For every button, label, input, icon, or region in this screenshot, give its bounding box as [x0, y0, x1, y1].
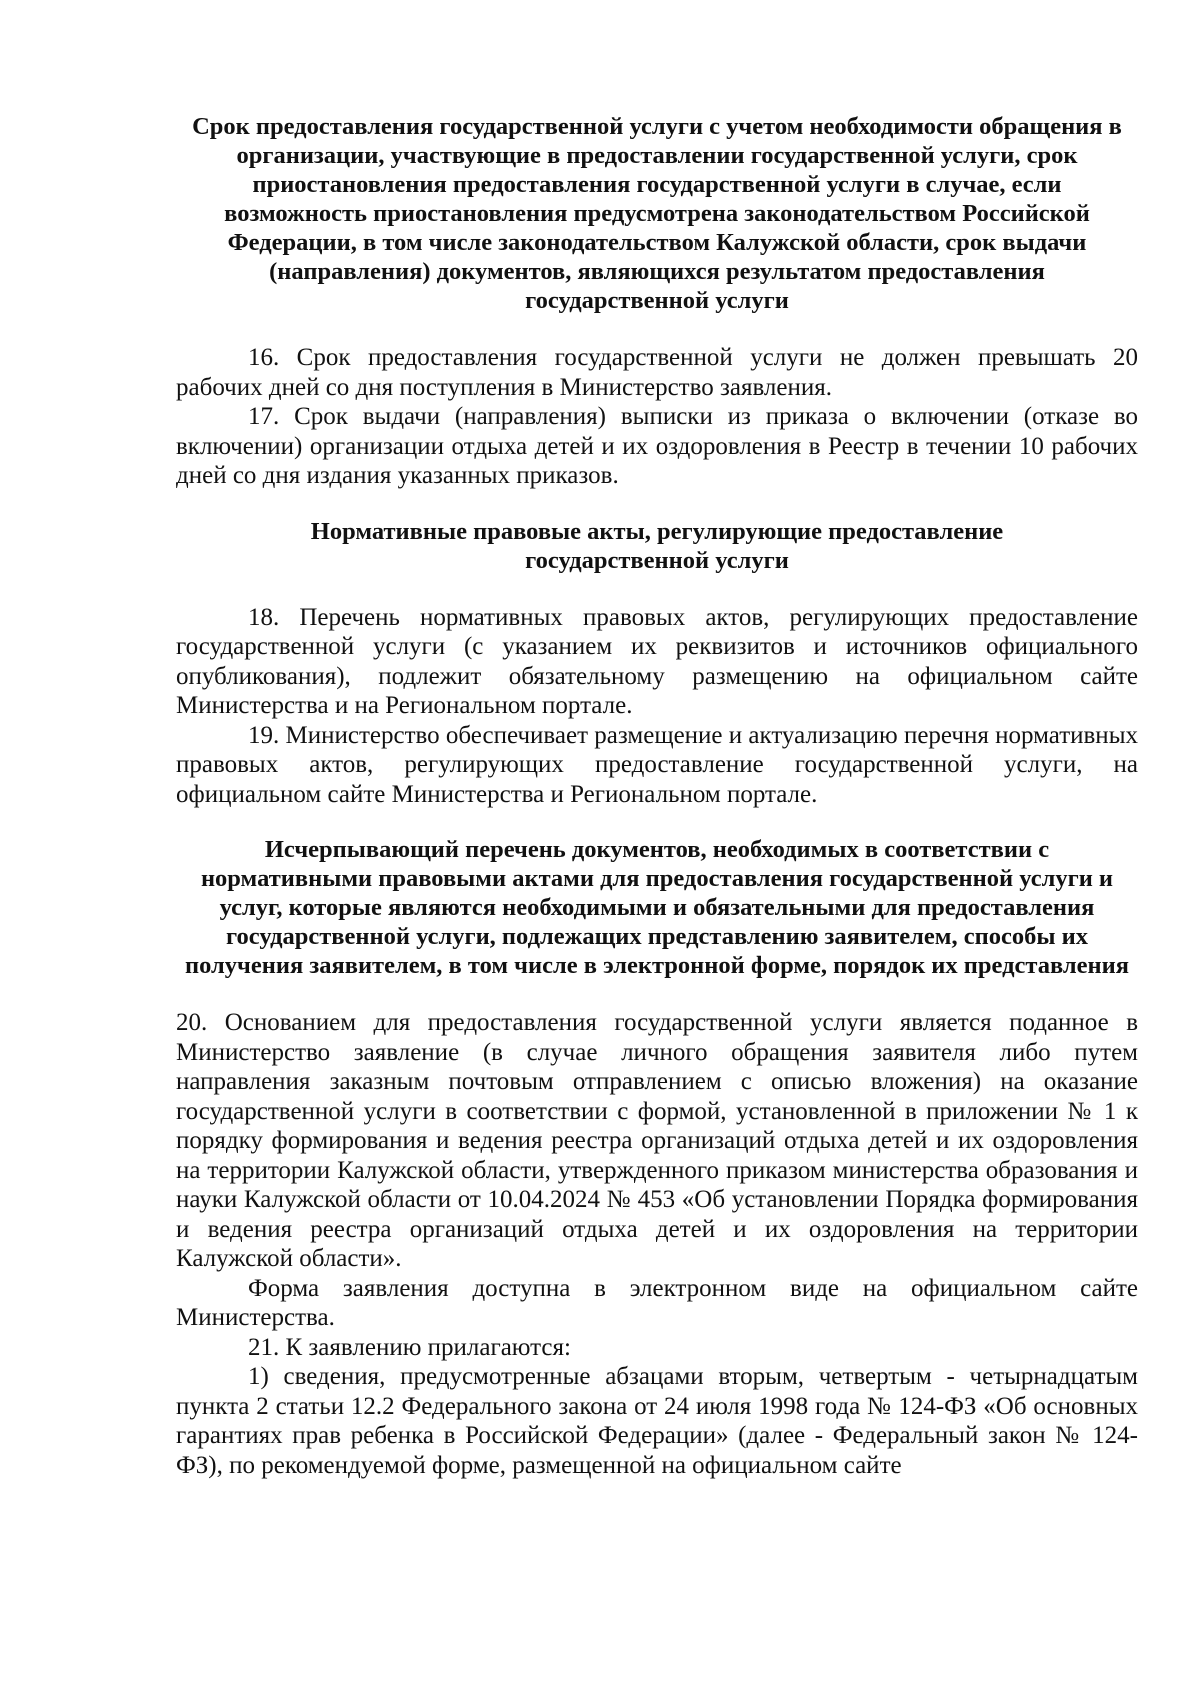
section-heading-legal-acts: Нормативные правовые акты, регулирующие предоставление государственной услуги	[310, 517, 1004, 574]
section-heading-required-documents: Исчерпывающий перечень документов, необходимых в соответствии с нормативными правовыми актами для предоставления государственной услуги и услуг, которые являются необходимыми и обязательными для предоставления государственной услуги, подлежащих представлению заявителем, способы их получения заявителем, в том числе в электронной форме, порядок их представления	[185, 836, 1129, 979]
section-heading-service-term: Срок предоставления государственной услуги с учетом необходимости обращения в организации, участвующие в предоставлении государственной услуги, срок приостановления предоставления государственной услуги в случае, если возможность приостановления предусмотрена законодательством Российской Федерации, в том числе законодательством Калужской области, срок выдачи (направления) документов, являющихся результатом предоставления государственной услуги	[192, 113, 1122, 314]
paragraph-form-availability: Форма заявления доступна в электронном виде на официальном сайте Министерства.	[176, 1274, 1138, 1331]
paragraph-19: 19. Министерство обеспечивает размещение и актуализацию перечня нормативных правовых актов, регулирующих предоставление государственной услуги, на официальном сайте Министерства и Региональном портале.	[176, 721, 1138, 808]
paragraph-17: 17. Срок выдачи (направления) выписки из приказа о включении (отказе во включении) организации отдыха детей и их оздоровления в Реестр в течении 10 рабочих дней со дня издания указанных приказов.	[176, 403, 1138, 489]
paragraph-21-item-1: 1) сведения, предусмотренные абзацами вторым, четвертым - четырнадцатым пункта 2 статьи 12.2 Федерального закона от 24 июля 1998 года № 124-ФЗ «Об основных гарантиях прав ребенка в Российской Федерации» (далее - Федеральный закон № 124-ФЗ), по рекомендуемой форме, размещенной на официальном сайте	[176, 1363, 1138, 1479]
paragraph-16: 16. Срок предоставления государственной услуги не должен превышать 20 рабочих дней со дня поступления в Министерство заявления.	[176, 344, 1138, 401]
paragraph-18: 18. Перечень нормативных правовых актов, регулирующих предоставление государственной услуги (с указанием их реквизитов и источников официального опубликования), подлежит обязательному размещению на официальном сайте Министерства и на Региональном портале.	[176, 603, 1138, 719]
document-page	[176, 112, 1138, 1480]
paragraph-20: 20. Основанием для предоставления государственной услуги является поданное в Министерство заявление (в случае личного обращения заявителя либо путем направления заказным почтовым отправлением с описью вложения) на оказание государственной услуги в соответствии с формой, установленной в приложении № 1 к порядку формирования и ведения реестра организаций отдыха детей и их оздоровления на территории Калужской области, утвержденного приказом министерства образования и науки Калужской области от 10.04.2024 № 453 «Об установлении Порядка формирования и ведения реестра организаций отдыха детей и их оздоровления на территории Калужской области».	[176, 1009, 1138, 1272]
paragraph-21: 21. К заявлению прилагаются:	[248, 1333, 571, 1361]
